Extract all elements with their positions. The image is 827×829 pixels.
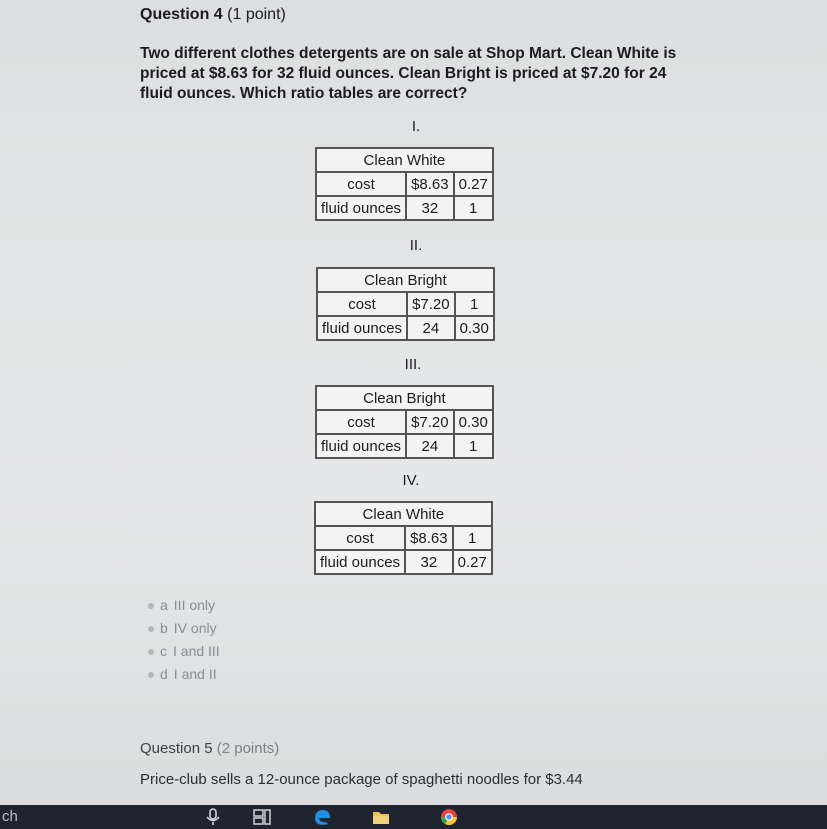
file-explorer-icon[interactable] [370,807,392,827]
choice-c[interactable] [148,640,220,663]
question-title: Question 4 [140,6,223,23]
table-label-i: I. [411,118,421,135]
ratio-table-iii [315,385,494,459]
table-cell: 0.27 [454,172,493,196]
row-label-cost: cost [317,292,407,316]
table-cell: $8.63 [406,172,454,196]
radio-icon[interactable] [148,603,154,609]
edge-icon[interactable] [311,807,333,827]
choice-b[interactable] [148,617,220,640]
question-text: Two different clothes detergents are on sale at Shop Mart. Clean White is priced at $8.63 for 32 fluid ounces. Clean Bright is priced at $7.20 for 24 fluid ounces. Which ratio tables are correct? [140,45,677,102]
choice-letter: d [160,666,168,682]
table-cell: 1 [454,196,493,220]
table-cell: 24 [406,434,454,458]
table-label-ii: II. [409,237,423,254]
ratio-table-iv [314,501,493,575]
table-cell: 32 [405,550,453,574]
ratio-table-ii [316,267,495,341]
question-4-header [140,6,286,24]
microphone-icon[interactable] [202,807,224,827]
table-cell: 0.27 [453,550,492,574]
row-label-fluid-ounces: fluid ounces [317,316,407,340]
radio-icon[interactable] [148,649,154,655]
radio-icon[interactable] [148,626,154,632]
question-points: (1 point) [227,6,286,23]
table-cell: $7.20 [407,292,455,316]
row-label-fluid-ounces: fluid ounces [315,550,405,574]
choice-letter: b [160,620,168,636]
chrome-icon[interactable] [438,807,460,827]
table-cell: 1 [454,434,493,458]
table-cell: 1 [455,292,494,316]
choice-letter: a [160,597,168,613]
choice-letter: c [160,643,167,659]
radio-icon[interactable] [148,672,154,678]
table-title: Clean Bright [317,268,494,292]
question-title: Question 5 [140,740,213,757]
row-label-cost: cost [315,526,405,550]
choice-d[interactable] [148,663,220,686]
choice-text: I and III [173,643,220,659]
taskbar-search[interactable]: ch [2,808,18,825]
table-cell: $8.63 [405,526,453,550]
row-label-cost: cost [316,410,406,434]
choice-a[interactable] [148,594,220,617]
answer-choices [148,594,220,686]
table-label-iv: IV. [402,472,420,489]
question-text: Price-club sells a 12-ounce package of spaghetti noodles for $3.44 [140,771,583,788]
question-points: (2 points) [216,740,280,757]
table-cell: 32 [406,196,454,220]
row-label-fluid-ounces: fluid ounces [316,434,406,458]
ratio-table-i [315,147,494,221]
choice-text: I and II [173,666,217,682]
table-cell: 24 [407,316,455,340]
row-label-fluid-ounces: fluid ounces [316,196,406,220]
table-cell: $7.20 [406,410,454,434]
table-cell: 0.30 [454,410,493,434]
table-title: Clean White [316,148,493,172]
taskbar [0,805,827,829]
question-5-header [140,740,279,757]
table-title: Clean White [315,502,492,526]
choice-text: III only [173,597,216,613]
choice-text: IV only [173,620,217,636]
table-title: Clean Bright [316,386,493,410]
table-cell: 1 [453,526,492,550]
row-label-cost: cost [316,172,406,196]
table-cell: 0.30 [455,316,494,340]
table-label-iii: III. [404,356,422,373]
task-view-icon[interactable] [251,807,273,827]
